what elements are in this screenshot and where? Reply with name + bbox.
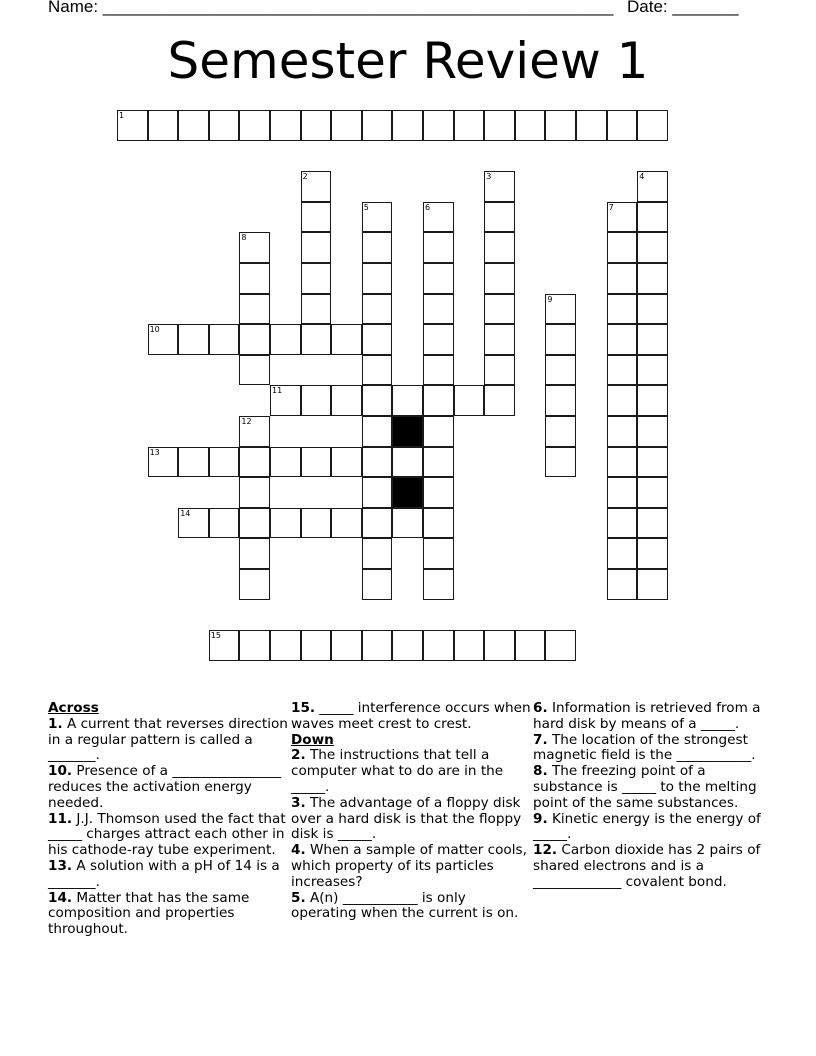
grid-cell[interactable] — [637, 263, 668, 294]
grid-cell[interactable] — [178, 508, 209, 539]
grid-cell[interactable] — [423, 569, 454, 600]
grid-cell[interactable] — [209, 630, 240, 661]
grid-cell[interactable] — [301, 232, 332, 263]
grid-cell[interactable] — [331, 508, 362, 539]
grid-cell[interactable] — [454, 110, 485, 141]
grid-cell[interactable] — [637, 538, 668, 569]
grid-cell[interactable] — [607, 508, 638, 539]
grid-cell[interactable] — [484, 171, 515, 202]
grid-cell[interactable] — [484, 202, 515, 233]
grid-cell[interactable] — [362, 538, 393, 569]
grid-cell[interactable] — [423, 355, 454, 386]
clue-number: 15 — [210, 631, 221, 641]
clue-number: 10 — [149, 325, 160, 335]
grid-cell[interactable] — [209, 324, 240, 355]
grid-cell[interactable] — [239, 477, 270, 508]
clue-number: 11 — [272, 386, 283, 396]
clue-down-6: 6. Information is retrieved from a hard disk by means of a _____. — [533, 700, 761, 732]
grid-cell[interactable] — [392, 508, 423, 539]
grid-cell[interactable] — [484, 385, 515, 416]
grid-cell[interactable] — [607, 324, 638, 355]
grid-cell[interactable] — [301, 385, 332, 416]
grid-cell[interactable] — [484, 263, 515, 294]
grid-cell[interactable] — [637, 447, 668, 478]
grid-cell[interactable] — [331, 447, 362, 478]
clue-down-4: 4. When a sample of matter cools, which property of its particles increases? — [291, 842, 527, 890]
clue-across-15: 15. _____ interference occurs when waves meet crest to crest. — [291, 700, 531, 732]
grid-cell[interactable] — [637, 508, 668, 539]
grid-cell[interactable] — [607, 263, 638, 294]
grid-cell[interactable] — [637, 569, 668, 600]
grid-cell[interactable] — [301, 263, 332, 294]
grid-cell[interactable] — [301, 110, 332, 141]
grid-cell[interactable] — [637, 202, 668, 233]
grid-cell[interactable] — [637, 171, 668, 202]
grid-cell[interactable] — [239, 263, 270, 294]
grid-cell[interactable] — [545, 447, 576, 478]
grid-cell[interactable] — [331, 630, 362, 661]
grid-cell[interactable] — [301, 630, 332, 661]
clue-across-11: 11. J.J. Thomson used the fact that _____ charges attract each other in his cathode-ray tube experiment. — [48, 810, 286, 859]
grid-cell[interactable] — [392, 447, 423, 478]
grid-cell[interactable] — [484, 232, 515, 263]
grid-cell[interactable] — [484, 630, 515, 661]
grid-cell[interactable] — [239, 416, 270, 447]
clue-number: 2 — [302, 172, 308, 182]
grid-cell[interactable] — [607, 477, 638, 508]
grid-cell[interactable] — [484, 294, 515, 325]
grid-cell[interactable] — [239, 324, 270, 355]
grid-cell[interactable] — [362, 477, 393, 508]
grid-cell[interactable] — [607, 202, 638, 233]
grid-cell[interactable] — [270, 110, 301, 141]
grid-cell[interactable] — [301, 447, 332, 478]
grid-cell[interactable] — [637, 294, 668, 325]
grid-cell[interactable] — [607, 538, 638, 569]
grid-cell[interactable] — [270, 324, 301, 355]
grid-cell[interactable] — [239, 508, 270, 539]
grid-cell[interactable] — [362, 630, 393, 661]
grid-cell[interactable] — [515, 630, 546, 661]
clue-across-14: 14. Matter that has the same composition and properties throughout. — [48, 889, 250, 938]
grid-cell[interactable] — [423, 630, 454, 661]
grid-cell[interactable] — [392, 110, 423, 141]
clue-across-1: 1. A current that reverses direction in a regular pattern is called a _______. — [48, 715, 288, 764]
clue-number: 8 — [241, 233, 247, 243]
clue-number: 9 — [547, 294, 553, 304]
grid-cell[interactable] — [362, 110, 393, 141]
grid-cell[interactable] — [331, 324, 362, 355]
grid-cell[interactable] — [270, 630, 301, 661]
clue-number: 5 — [363, 202, 369, 212]
grid-cell[interactable] — [148, 447, 179, 478]
clue-down-7: 7. The location of the strongest magnetic field is the ___________. — [533, 731, 756, 764]
grid-cell[interactable] — [637, 232, 668, 263]
grid-cell[interactable] — [423, 447, 454, 478]
grid-cell[interactable] — [392, 385, 423, 416]
grid-cell[interactable] — [239, 110, 270, 141]
grid-cell[interactable] — [209, 508, 240, 539]
grid-cell[interactable] — [607, 232, 638, 263]
grid-cell[interactable] — [239, 447, 270, 478]
grid-cell[interactable] — [148, 324, 179, 355]
grid-cell[interactable] — [607, 355, 638, 386]
grid-cell[interactable] — [454, 630, 485, 661]
name-field-label[interactable]: Name: ______________________________________________________ — [48, 0, 614, 16]
grid-cell[interactable] — [331, 385, 362, 416]
grid-cell[interactable] — [117, 110, 148, 141]
grid-cell[interactable] — [576, 110, 607, 141]
grid-cell[interactable] — [607, 385, 638, 416]
grid-cell[interactable] — [607, 294, 638, 325]
grid-cell[interactable] — [362, 447, 393, 478]
grid-cell[interactable] — [607, 447, 638, 478]
grid-cell[interactable] — [239, 232, 270, 263]
grid-cell[interactable] — [362, 355, 393, 386]
grid-cell[interactable] — [301, 508, 332, 539]
clue-across-13: 13. A solution with a pH of 14 is a _______. — [48, 857, 280, 890]
grid-cell[interactable] — [484, 110, 515, 141]
grid-cell[interactable] — [607, 569, 638, 600]
grid-cell[interactable] — [301, 324, 332, 355]
across-heading: Across — [48, 700, 99, 716]
grid-cell[interactable] — [362, 324, 393, 355]
grid-cell[interactable] — [362, 263, 393, 294]
grid-cell[interactable] — [270, 447, 301, 478]
clue-down-12: 12. Carbon dioxide has 2 pairs of shared electrons and is a _____________ covalent bond. — [533, 842, 761, 890]
grid-cell[interactable] — [423, 385, 454, 416]
clues-column-1 — [48, 701, 288, 938]
grid-cell[interactable] — [545, 110, 576, 141]
grid-cell[interactable] — [637, 416, 668, 447]
grid-cell[interactable] — [454, 385, 485, 416]
clues-column-3 — [533, 701, 773, 891]
black-cell — [392, 477, 423, 508]
page-title: Semester Review 1 — [167, 32, 649, 90]
grid-cell[interactable] — [607, 110, 638, 141]
grid-cell[interactable] — [239, 294, 270, 325]
grid-cell[interactable] — [423, 202, 454, 233]
grid-cell[interactable] — [178, 110, 209, 141]
grid-cell[interactable] — [362, 202, 393, 233]
grid-cell[interactable] — [209, 110, 240, 141]
grid-cell[interactable] — [178, 324, 209, 355]
grid-cell[interactable] — [545, 630, 576, 661]
grid-cell[interactable] — [423, 477, 454, 508]
grid-cell[interactable] — [607, 416, 638, 447]
grid-cell[interactable] — [239, 569, 270, 600]
grid-cell[interactable] — [270, 385, 301, 416]
clue-down-5: 5. A(n) ___________ is only operating when the current is on. — [291, 889, 519, 922]
grid-cell[interactable] — [423, 294, 454, 325]
grid-cell[interactable] — [545, 385, 576, 416]
clue-down-8: 8. The freezing point of a substance is _____ to the melting point of the same substances. — [533, 763, 757, 811]
clue-number: 4 — [639, 172, 645, 182]
clue-number: 1 — [119, 111, 125, 120]
clue-across-10: 10. Presence of a ________________ reduces the activation energy needed. — [48, 763, 282, 811]
grid-cell[interactable] — [362, 232, 393, 263]
grid-cell[interactable] — [637, 477, 668, 508]
grid-cell[interactable] — [423, 538, 454, 569]
grid-cell[interactable] — [148, 110, 179, 141]
grid-cell[interactable] — [423, 324, 454, 355]
grid-cell[interactable] — [362, 385, 393, 416]
grid-cell[interactable] — [301, 294, 332, 325]
clue-number: 14 — [180, 508, 191, 518]
grid-cell[interactable] — [239, 630, 270, 661]
grid-cell[interactable] — [392, 630, 423, 661]
clue-down-3: 3. The advantage of a floppy disk over a hard disk is that the floppy disk is _____. — [291, 794, 522, 843]
grid-cell[interactable] — [637, 110, 668, 141]
grid-cell[interactable] — [545, 294, 576, 325]
grid-cell[interactable] — [484, 324, 515, 355]
clue-down-9: 9. Kinetic energy is the energy of _____. — [533, 810, 761, 843]
black-cell — [392, 416, 423, 447]
grid-cell[interactable] — [362, 508, 393, 539]
grid-cell[interactable] — [178, 447, 209, 478]
grid-cell[interactable] — [423, 416, 454, 447]
clue-number: 6 — [425, 202, 431, 212]
grid-cell[interactable] — [209, 447, 240, 478]
grid-cell[interactable] — [637, 324, 668, 355]
grid-cell[interactable] — [301, 202, 332, 233]
down-heading: Down — [291, 731, 334, 748]
grid-cell[interactable] — [362, 569, 393, 600]
grid-cell[interactable] — [545, 416, 576, 447]
grid-cell[interactable] — [239, 355, 270, 386]
clues-column-2 — [291, 701, 531, 922]
grid-cell[interactable] — [545, 324, 576, 355]
grid-cell[interactable] — [423, 508, 454, 539]
grid-cell[interactable] — [515, 110, 546, 141]
grid-cell[interactable] — [423, 232, 454, 263]
date-field-label[interactable]: Date: _______ — [627, 0, 739, 16]
clue-number: 3 — [486, 172, 492, 182]
grid-cell[interactable] — [637, 355, 668, 386]
grid-cell[interactable] — [362, 416, 393, 447]
grid-cell[interactable] — [484, 355, 515, 386]
grid-cell[interactable] — [545, 355, 576, 386]
clue-down-2: 2. The instructions that tell a computer what to do are in the _____. — [291, 747, 504, 795]
grid-cell[interactable] — [423, 263, 454, 294]
grid-cell[interactable] — [301, 171, 332, 202]
grid-cell[interactable] — [637, 385, 668, 416]
clue-number: 12 — [241, 417, 252, 426]
grid-cell[interactable] — [239, 538, 270, 569]
clue-number: 13 — [149, 447, 160, 457]
grid-cell[interactable] — [362, 294, 393, 325]
grid-cell[interactable] — [270, 508, 301, 539]
grid-cell[interactable] — [423, 110, 454, 141]
clue-number: 7 — [608, 202, 614, 212]
grid-cell[interactable] — [331, 110, 362, 141]
